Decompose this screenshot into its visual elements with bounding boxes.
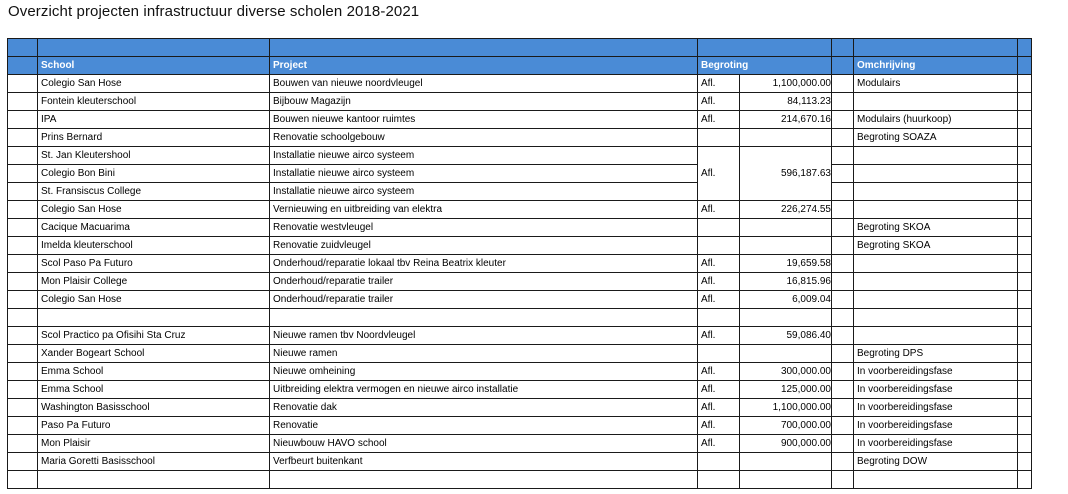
cell xyxy=(1018,57,1032,75)
table-row xyxy=(8,111,1032,129)
description-cell: Begroting SKOA xyxy=(854,237,1018,255)
amount-cell: 596,187.63 xyxy=(740,147,832,201)
table-row xyxy=(8,219,1032,237)
currency-cell: Afl. xyxy=(698,291,740,309)
trailing-cell xyxy=(1018,201,1032,219)
cell xyxy=(38,39,270,57)
table-row xyxy=(8,309,1032,327)
school-cell: St. Fransiscus College xyxy=(38,183,270,201)
description-cell xyxy=(854,201,1018,219)
header-band xyxy=(8,39,1032,57)
project-cell: Bijbouw Magazijn xyxy=(270,93,698,111)
description-cell xyxy=(854,93,1018,111)
cell xyxy=(832,39,854,57)
trailing-cell xyxy=(1018,237,1032,255)
project-cell: Onderhoud/reparatie lokaal tbv Reina Beatrix kleuter xyxy=(270,255,698,273)
trailing-cell xyxy=(1018,471,1032,489)
project-cell xyxy=(270,309,698,327)
cell xyxy=(832,57,854,75)
row-gutter-cell xyxy=(8,291,38,309)
page-title: Overzicht projecten infrastructuur diverse scholen 2018-2021 xyxy=(8,3,420,20)
project-cell: Renovatie xyxy=(270,417,698,435)
cell xyxy=(854,39,1018,57)
school-cell: Colegio Bon Bini xyxy=(38,165,270,183)
row-gutter-cell xyxy=(8,309,38,327)
row-gutter-cell xyxy=(8,129,38,147)
table-row xyxy=(8,291,1032,309)
trailing-cell xyxy=(1018,219,1032,237)
row-gutter-cell xyxy=(8,219,38,237)
spacer-cell xyxy=(832,345,854,363)
amount-cell: 900,000.00 xyxy=(740,435,832,453)
currency-cell xyxy=(698,471,740,489)
description-cell xyxy=(854,471,1018,489)
amount-cell: 19,659.58 xyxy=(740,255,832,273)
row-gutter-cell xyxy=(8,183,38,201)
spacer-cell xyxy=(832,273,854,291)
row-gutter-cell xyxy=(8,93,38,111)
project-cell: Onderhoud/reparatie trailer xyxy=(270,273,698,291)
description-cell: Begroting DOW xyxy=(854,453,1018,471)
table-row xyxy=(8,273,1032,291)
spacer-cell xyxy=(832,219,854,237)
currency-cell: Afl. xyxy=(698,399,740,417)
amount-cell: 700,000.00 xyxy=(740,417,832,435)
trailing-cell xyxy=(1018,435,1032,453)
trailing-cell xyxy=(1018,453,1032,471)
row-gutter-cell xyxy=(8,273,38,291)
description-cell: In voorbereidingsfase xyxy=(854,435,1018,453)
amount-cell: 226,274.55 xyxy=(740,201,832,219)
spacer-cell xyxy=(832,327,854,345)
table-row xyxy=(8,129,1032,147)
project-cell: Bouwen van nieuwe noordvleugel xyxy=(270,75,698,93)
amount-cell: 6,009.04 xyxy=(740,291,832,309)
project-cell: Nieuwe omheining xyxy=(270,363,698,381)
description-cell xyxy=(854,273,1018,291)
table-row xyxy=(8,453,1032,471)
spacer-cell xyxy=(832,381,854,399)
school-cell: Mon Plaisir xyxy=(38,435,270,453)
amount-cell: 214,670.16 xyxy=(740,111,832,129)
currency-cell xyxy=(698,309,740,327)
school-cell xyxy=(38,471,270,489)
trailing-cell xyxy=(1018,345,1032,363)
spacer-cell xyxy=(832,201,854,219)
description-cell: Begroting SKOA xyxy=(854,219,1018,237)
school-cell: Scol Practico pa Ofisihi Sta Cruz xyxy=(38,327,270,345)
spacer-cell xyxy=(832,291,854,309)
spacer-cell xyxy=(832,309,854,327)
currency-cell xyxy=(698,129,740,147)
amount-cell: 84,113.23 xyxy=(740,93,832,111)
school-cell: IPA xyxy=(38,111,270,129)
trailing-cell xyxy=(1018,75,1032,93)
trailing-cell xyxy=(1018,381,1032,399)
school-cell: Imelda kleuterschool xyxy=(38,237,270,255)
row-gutter-cell xyxy=(8,237,38,255)
project-cell: Renovatie dak xyxy=(270,399,698,417)
currency-cell xyxy=(698,453,740,471)
project-cell: Installatie nieuwe airco systeem xyxy=(270,147,698,165)
currency-cell: Afl. xyxy=(698,93,740,111)
trailing-cell xyxy=(1018,327,1032,345)
project-cell: Installatie nieuwe airco systeem xyxy=(270,183,698,201)
cell xyxy=(270,39,698,57)
school-cell: Cacique Macuarima xyxy=(38,219,270,237)
spacer-cell xyxy=(832,453,854,471)
school-cell: Emma School xyxy=(38,363,270,381)
row-gutter-cell xyxy=(8,381,38,399)
row-gutter-cell xyxy=(8,147,38,165)
row-gutter-cell xyxy=(8,453,38,471)
row-gutter-cell xyxy=(8,255,38,273)
cell xyxy=(8,39,38,57)
currency-cell xyxy=(698,345,740,363)
description-cell xyxy=(854,291,1018,309)
trailing-cell xyxy=(1018,183,1032,201)
cell xyxy=(698,39,832,57)
amount-cell xyxy=(740,471,832,489)
trailing-cell xyxy=(1018,273,1032,291)
header-row xyxy=(8,57,1032,75)
amount-cell xyxy=(740,345,832,363)
table-row xyxy=(8,363,1032,381)
row-gutter-cell xyxy=(8,111,38,129)
amount-cell xyxy=(740,453,832,471)
trailing-cell xyxy=(1018,399,1032,417)
currency-cell: Afl. xyxy=(698,273,740,291)
description-cell xyxy=(854,255,1018,273)
header-school: School xyxy=(38,57,270,75)
table-row xyxy=(8,237,1032,255)
project-cell: Renovatie westvleugel xyxy=(270,219,698,237)
table-row xyxy=(8,399,1032,417)
amount-cell: 300,000.00 xyxy=(740,363,832,381)
spacer-cell xyxy=(832,147,854,165)
project-cell: Bouwen nieuwe kantoor ruimtes xyxy=(270,111,698,129)
project-cell: Renovatie zuidvleugel xyxy=(270,237,698,255)
spacer-cell xyxy=(832,417,854,435)
table-row xyxy=(8,75,1032,93)
currency-cell: Afl. xyxy=(698,363,740,381)
row-gutter-cell xyxy=(8,399,38,417)
amount-cell xyxy=(740,219,832,237)
project-cell: Uitbreiding elektra vermogen en nieuwe airco installatie xyxy=(270,381,698,399)
spacer-cell xyxy=(832,363,854,381)
school-cell: Xander Bogeart School xyxy=(38,345,270,363)
project-cell: Onderhoud/reparatie trailer xyxy=(270,291,698,309)
header-project: Project xyxy=(270,57,698,75)
row-gutter-cell xyxy=(8,363,38,381)
spacer-cell xyxy=(832,93,854,111)
amount-cell: 1,100,000.00 xyxy=(740,399,832,417)
table-row xyxy=(8,147,1032,165)
description-cell: In voorbereidingsfase xyxy=(854,363,1018,381)
row-gutter-cell xyxy=(8,165,38,183)
project-cell: Renovatie schoolgebouw xyxy=(270,129,698,147)
description-cell: In voorbereidingsfase xyxy=(854,381,1018,399)
table-row xyxy=(8,327,1032,345)
row-gutter-cell xyxy=(8,417,38,435)
project-cell: Vernieuwing en uitbreiding van elektra xyxy=(270,201,698,219)
amount-cell: 59,086.40 xyxy=(740,327,832,345)
table-row xyxy=(8,435,1032,453)
description-cell xyxy=(854,309,1018,327)
header-begroting: Begroting xyxy=(698,57,832,75)
amount-cell xyxy=(740,309,832,327)
description-cell: Begroting DPS xyxy=(854,345,1018,363)
description-cell xyxy=(854,183,1018,201)
row-gutter-cell xyxy=(8,471,38,489)
trailing-cell xyxy=(1018,309,1032,327)
table-row xyxy=(8,93,1032,111)
spacer-cell xyxy=(832,129,854,147)
row-gutter-cell xyxy=(8,345,38,363)
school-cell: Colegio San Hose xyxy=(38,201,270,219)
table-row xyxy=(8,471,1032,489)
description-cell xyxy=(854,147,1018,165)
spacer-cell xyxy=(832,255,854,273)
spacer-cell xyxy=(832,471,854,489)
currency-cell xyxy=(698,237,740,255)
currency-cell: Afl. xyxy=(698,75,740,93)
amount-cell xyxy=(740,129,832,147)
currency-cell: Afl. xyxy=(698,201,740,219)
project-cell: Installatie nieuwe airco systeem xyxy=(270,165,698,183)
table-row xyxy=(8,183,1032,201)
description-cell: In voorbereidingsfase xyxy=(854,399,1018,417)
description-cell xyxy=(854,165,1018,183)
spacer-cell xyxy=(832,399,854,417)
school-cell xyxy=(38,309,270,327)
project-cell: Nieuwe ramen xyxy=(270,345,698,363)
school-cell: Prins Bernard xyxy=(38,129,270,147)
school-cell: Colegio San Hose xyxy=(38,75,270,93)
spacer-cell xyxy=(832,111,854,129)
spacer-cell xyxy=(832,237,854,255)
projects-table xyxy=(7,38,1032,489)
school-cell: Maria Goretti Basisschool xyxy=(38,453,270,471)
table-row xyxy=(8,201,1032,219)
table-row xyxy=(8,381,1032,399)
row-gutter-cell xyxy=(8,75,38,93)
currency-cell: Afl. xyxy=(698,417,740,435)
trailing-cell xyxy=(1018,147,1032,165)
spacer-cell xyxy=(832,165,854,183)
row-gutter-cell xyxy=(8,435,38,453)
spacer-cell xyxy=(832,435,854,453)
currency-cell: Afl. xyxy=(698,327,740,345)
trailing-cell xyxy=(1018,111,1032,129)
spacer-cell xyxy=(832,75,854,93)
trailing-cell xyxy=(1018,363,1032,381)
table-row xyxy=(8,255,1032,273)
currency-cell: Afl. xyxy=(698,147,740,201)
currency-cell: Afl. xyxy=(698,111,740,129)
header-omschrijving: Omchrijving xyxy=(854,57,1018,75)
project-cell xyxy=(270,471,698,489)
spacer-cell xyxy=(832,183,854,201)
description-cell: Modulairs (huurkoop) xyxy=(854,111,1018,129)
school-cell: Emma School xyxy=(38,381,270,399)
currency-cell: Afl. xyxy=(698,381,740,399)
amount-cell: 125,000.00 xyxy=(740,381,832,399)
trailing-cell xyxy=(1018,165,1032,183)
cell xyxy=(8,57,38,75)
description-cell: Begroting SOAZA xyxy=(854,129,1018,147)
school-cell: Colegio San Hose xyxy=(38,291,270,309)
project-cell: Nieuwe ramen tbv Noordvleugel xyxy=(270,327,698,345)
project-cell: Nieuwbouw HAVO school xyxy=(270,435,698,453)
school-cell: Paso Pa Futuro xyxy=(38,417,270,435)
amount-cell: 1,100,000.00 xyxy=(740,75,832,93)
amount-cell: 16,815.96 xyxy=(740,273,832,291)
school-cell: Washington Basisschool xyxy=(38,399,270,417)
amount-cell xyxy=(740,237,832,255)
row-gutter-cell xyxy=(8,327,38,345)
trailing-cell xyxy=(1018,255,1032,273)
school-cell: Scol Paso Pa Futuro xyxy=(38,255,270,273)
trailing-cell xyxy=(1018,291,1032,309)
table-row xyxy=(8,345,1032,363)
school-cell: Mon Plaisir College xyxy=(38,273,270,291)
currency-cell xyxy=(698,219,740,237)
trailing-cell xyxy=(1018,129,1032,147)
school-cell: Fontein kleuterschool xyxy=(38,93,270,111)
description-cell: Modulairs xyxy=(854,75,1018,93)
currency-cell: Afl. xyxy=(698,255,740,273)
trailing-cell xyxy=(1018,93,1032,111)
table-row xyxy=(8,417,1032,435)
cell xyxy=(1018,39,1032,57)
description-cell: In voorbereidingsfase xyxy=(854,417,1018,435)
description-cell xyxy=(854,327,1018,345)
table-row xyxy=(8,165,1032,183)
currency-cell: Afl. xyxy=(698,435,740,453)
project-cell: Verfbeurt buitenkant xyxy=(270,453,698,471)
school-cell: St. Jan Kleutershool xyxy=(38,147,270,165)
row-gutter-cell xyxy=(8,201,38,219)
trailing-cell xyxy=(1018,417,1032,435)
